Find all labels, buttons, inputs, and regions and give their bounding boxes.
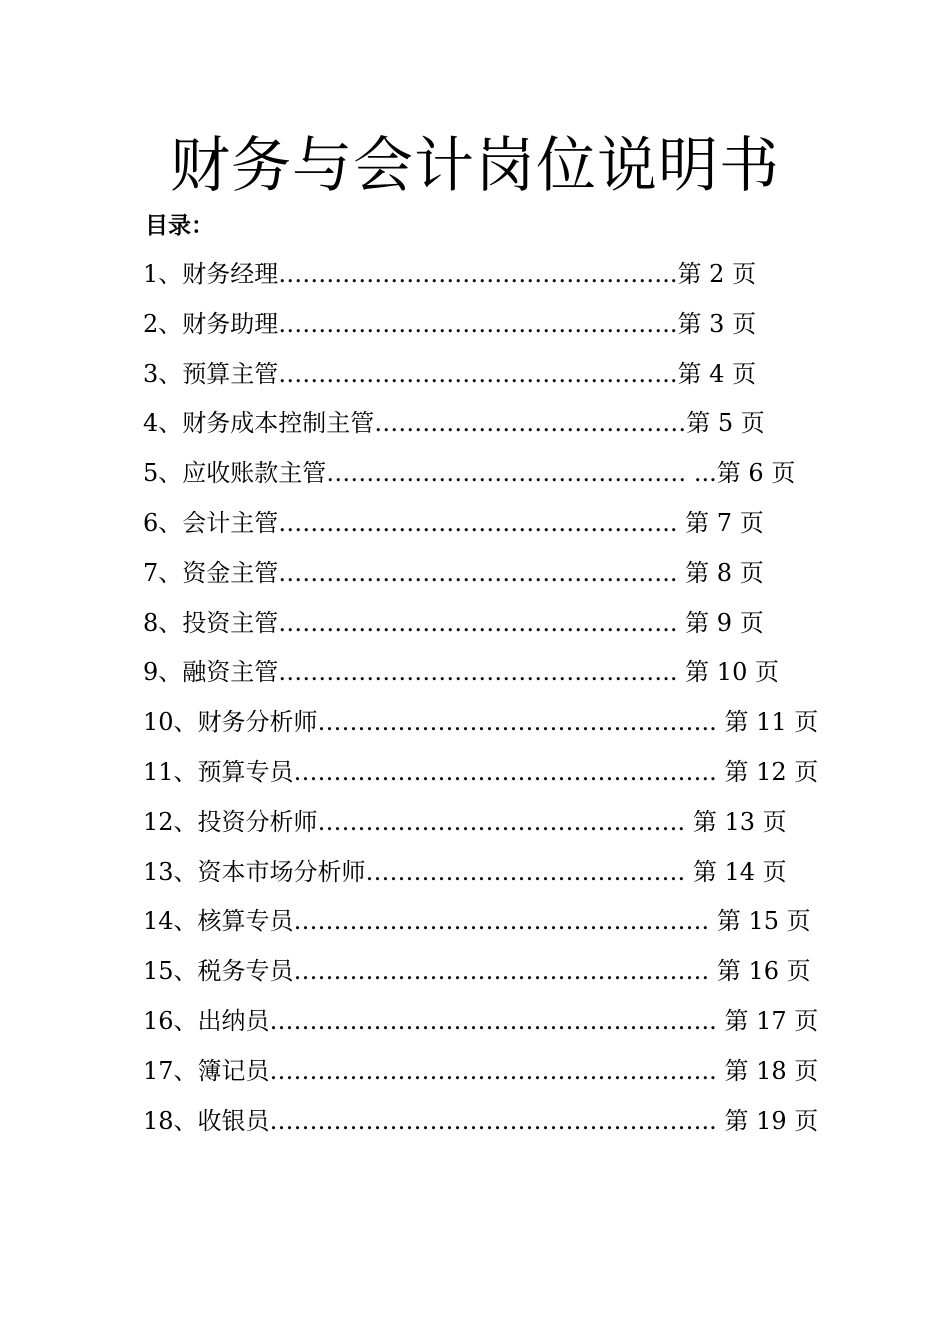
toc-entry[interactable] [143,756,818,806]
toc-entry[interactable] [143,1005,818,1055]
toc-entry-label: 12、投资分析师 [143,807,318,836]
toc-entry-label: 15、税务专员 [143,957,294,986]
toc-entry[interactable] [143,806,818,856]
toc-entry-page-number: 第 19 页 [724,1106,819,1135]
toc-entry-page-number: 第 8 页 [685,558,764,587]
toc-entry-label: 6、会计主管 [143,508,279,537]
toc-entry-label: 4、财务成本控制主管 [143,409,375,438]
toc-entry-leader: ………………………………………….. [278,508,686,537]
toc-entry-label: 11、预算专员 [143,757,294,786]
toc-entry-label: 3、预算主管 [143,359,279,388]
toc-entry-leader: ………………………………………….. [278,359,678,388]
toc-entry[interactable] [143,706,818,756]
table-of-contents [143,258,818,1154]
toc-entry[interactable] [143,1105,818,1155]
toc-entry-label: 7、资金主管 [143,558,279,587]
toc-entry-page-number: 第 6 页 [716,459,796,488]
toc-entry[interactable] [143,656,818,706]
toc-entry-leader: …………………………………. [365,857,693,886]
toc-entry[interactable] [143,905,818,955]
toc-entry-leader: ……………………………………………….. [269,1106,725,1135]
toc-entry-leader: ……………………………………………….. [269,1056,725,1085]
toc-entry-page-number: 第 13 页 [692,807,787,836]
toc-entry[interactable] [143,258,818,308]
toc-entry[interactable] [143,507,818,557]
toc-entry-label: 2、财务助理 [143,309,279,338]
toc-entry-page-number: 第 14 页 [692,857,787,886]
toc-entry-leader: ………………………………………….. [278,658,686,687]
toc-entry-page-number: 第 9 页 [685,608,764,637]
toc-entry-label: 17、簿记员 [143,1056,270,1085]
toc-entry-page-number: 第 5 页 [686,409,765,438]
toc-entry-leader: ……………………………………………. [293,907,717,936]
toc-entry[interactable] [143,856,818,906]
toc-entry-leader: ………………………………………….. [278,309,678,338]
toc-entry-label: 16、出纳员 [143,1006,270,1035]
toc-entry[interactable] [143,457,818,507]
toc-entry-page-number: 第 4 页 [677,359,757,388]
toc-entry-label: 5、应收账款主管 [143,459,327,488]
toc-entry-page-number: 第 10 页 [685,658,779,687]
toc-entry-label: 10、财务分析师 [143,708,318,737]
toc-entry-leader: ………………………………………….. [278,558,686,587]
toc-entry-page-number: 第 12 页 [724,757,819,786]
toc-entry-page-number: 第 18 页 [724,1056,819,1085]
document-title: 财务与会计岗位说明书 [170,131,780,201]
toc-entry-leader: ………………………………………….. [278,260,678,288]
toc-entry-label: 1、财务经理 [143,260,279,288]
toc-entry-leader: …………………………………………….. [293,757,725,786]
toc-entry[interactable] [143,407,818,457]
toc-entry[interactable] [143,1055,818,1105]
toc-entry-page-number: 第 2 页 [677,260,757,288]
toc-entry-page-number: 第 11 页 [724,708,819,737]
toc-entry-leader: ……………………………………………….. [269,1006,725,1035]
toc-entry-leader: ………………………………………. [317,807,693,836]
toc-entry-label: 8、投资主管 [143,608,279,637]
toc-entry-page-number: 第 17 页 [724,1006,819,1035]
toc-entry-page-number: 第 15 页 [716,907,811,936]
toc-entry[interactable] [143,308,818,358]
toc-entry-label: 18、收银员 [143,1106,270,1135]
toc-entry-leader: ………………………………………….. [317,708,725,737]
toc-entry-label: 9、融资主管 [143,658,279,687]
toc-entry-leader: ………………………………… [374,409,687,438]
toc-entry-leader: ……………………………………… ... [326,459,717,488]
toc-entry[interactable] [143,955,818,1005]
toc-entry-leader: ………………………………………….. [278,608,686,637]
toc-entry-page-number: 第 7 页 [685,508,764,537]
toc-entry-label: 14、核算专员 [143,907,294,936]
toc-entry-leader: ……………………………………………. [293,957,717,986]
toc-entry[interactable] [143,358,818,408]
toc-heading: 目录： [145,213,214,239]
toc-entry[interactable] [143,557,818,607]
toc-entry[interactable] [143,607,818,657]
toc-entry-label: 13、资本市场分析师 [143,857,366,886]
toc-entry-page-number: 第 3 页 [677,309,757,338]
toc-entry-page-number: 第 16 页 [716,957,811,986]
